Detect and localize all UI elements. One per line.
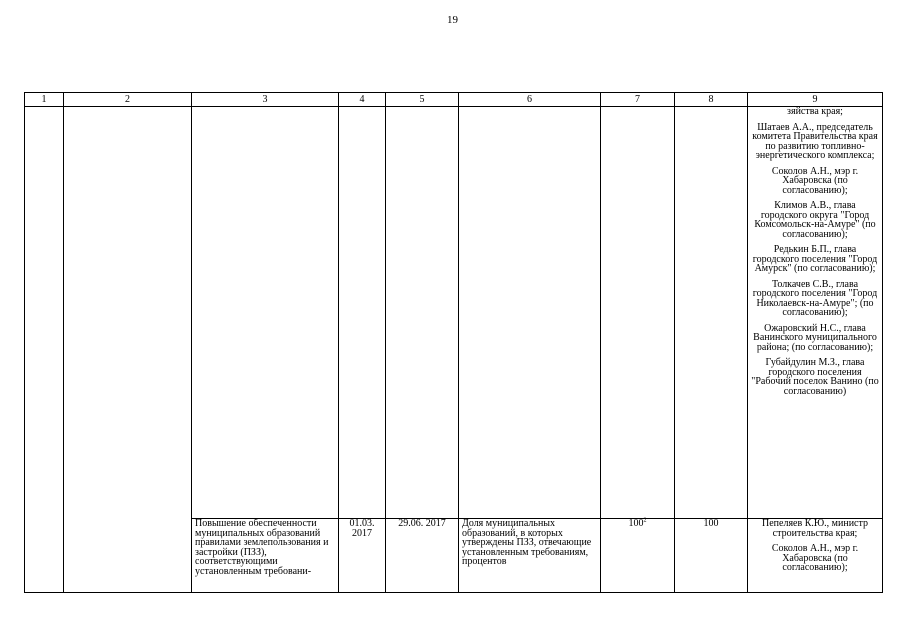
responsible-entry: Толкачев С.В., глава городского поселения "Город Николаевск-на-Амуре"; (по согласованию); [752,278,878,318]
responsible-entry: зяйства края; [787,106,843,117]
col-header-3: 3 [192,93,339,107]
responsible-entry: Соколов А.Н., мэр г. Хабаровска (по согласованию); [771,165,859,196]
col-header-8: 8 [675,93,748,107]
start-date: 01.03. 2017 [339,519,386,593]
col-header-5: 5 [386,93,459,107]
responsible-entry: Климов А.В., глава городского округа "Город Комсомольск-на-Амуре" (по согласованию); [754,200,876,240]
target-value: 100 [675,519,748,593]
col-header-1: 1 [25,93,64,107]
cell-col3 [192,107,339,519]
end-date: 29.06. 2017 [386,519,459,593]
indicator-description: Доля муниципальных образований, в которых утверждены ПЗЗ, отвечающие установленным требованиям, процентов [459,519,601,593]
header-row [25,93,883,107]
cell-col8 [675,107,748,519]
cell-col5 [386,107,459,519]
responsible-entry: Ожаровский Н.С., глава Ванинского муниципального района; (по согласованию); [753,322,877,353]
responsible-entry: Губайдулин М.З., глава городского поселения "Рабочий поселок Ванино (по согласованию) [751,357,879,397]
responsible-persons-cell [748,519,883,593]
col-header-9: 9 [748,93,883,107]
responsible-persons-cell [748,107,883,519]
responsible-entry: Шатаев А.А., председатель комитета Правительства края по развитию топливно-энергетического комплекса; [752,121,878,161]
measure-description: Повышение обеспеченности муниципальных образований правилами землепользования и застройки (ПЗЗ), соответствующими установленным требовани- [192,519,339,593]
col-header-2: 2 [64,93,192,107]
page-number: 19 [447,14,458,26]
col-header-4: 4 [339,93,386,107]
cell-col4 [339,107,386,519]
col-header-6: 6 [459,93,601,107]
cell-col2 [64,107,192,593]
responsible-entry: Соколов А.Н., мэр г. Хабаровска (по согласованию); [771,543,859,573]
cell-col1 [25,107,64,593]
responsible-entry: Редькин Б.П., глава городского поселения "Город Амурск" (по согласованию); [752,244,878,274]
cell-col6 [459,107,601,519]
responsible-entry: Пепеляев К.Ю., министр строительства края; [762,518,868,539]
base-value-number: 100 [628,518,644,529]
table-row [25,107,883,519]
cell-col7 [601,107,675,519]
base-value [601,519,675,593]
plan-table [24,92,883,593]
footnote-mark: 2 [643,517,647,524]
col-header-7: 7 [601,93,675,107]
